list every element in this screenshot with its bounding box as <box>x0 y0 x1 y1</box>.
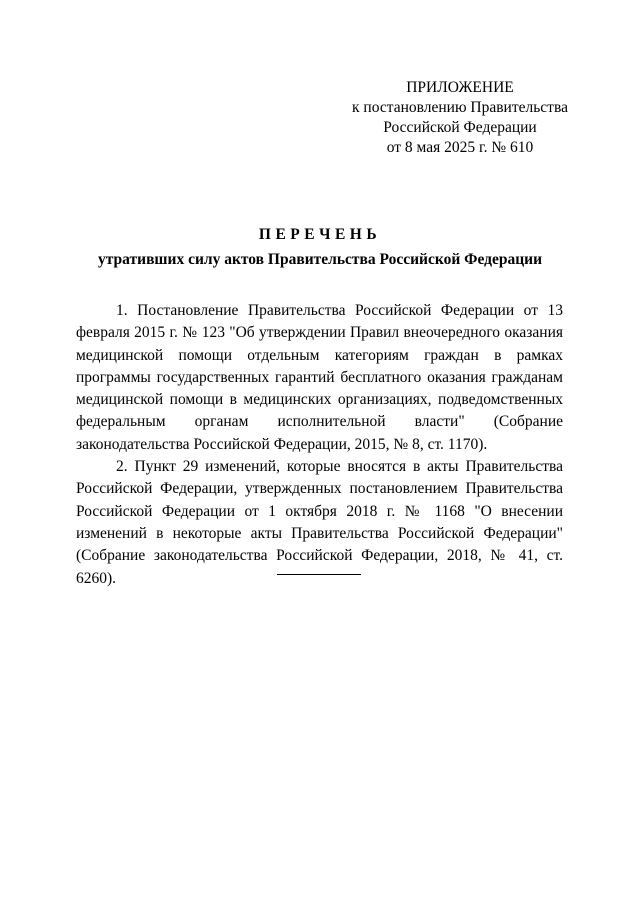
document-title: ПЕРЕЧЕНЬ <box>258 226 382 243</box>
list-item-1: 1. Постановление Правительства Российской Федерации от 13 февраля 2015 г. № 123 "Об утверждении Правил внеочередного оказания медицинской помощи отдельным категориям граждан в рамках программы государственных гарантий бесплатного оказания гражданам медицинской помощи в медицинских организациях, подведомственных федеральным органам исполнительной власти" (Собрание законодательства Российской Федерации, 2015, № 8, ст. 1170). <box>76 302 563 453</box>
appendix-label: ПРИЛОЖЕНИЕ <box>406 79 514 96</box>
appendix-authority: Российской Федерации <box>383 119 537 136</box>
appendix-reference: к постановлению Правительства <box>352 99 568 116</box>
document-body <box>76 300 563 590</box>
appendix-date-number: от 8 мая 2025 г. № 610 <box>386 139 534 156</box>
list-item-2: 2. Пункт 29 изменений, которые вносятся в акты Правительства Российской Федерации, утвержденных постановлением Правительства Российской Федерации от 1 октября 2018 г. № 1168 "О внесении изменений в некоторые акты Правительства Российской Федерации" (Собрание законодательства Российской Федерации, 2018, № 41, ст. 6260). <box>76 458 563 587</box>
closing-separator-line <box>277 574 361 575</box>
appendix-header <box>340 78 580 158</box>
document-subtitle: утративших силу актов Правительства Российской Федерации <box>98 251 542 268</box>
